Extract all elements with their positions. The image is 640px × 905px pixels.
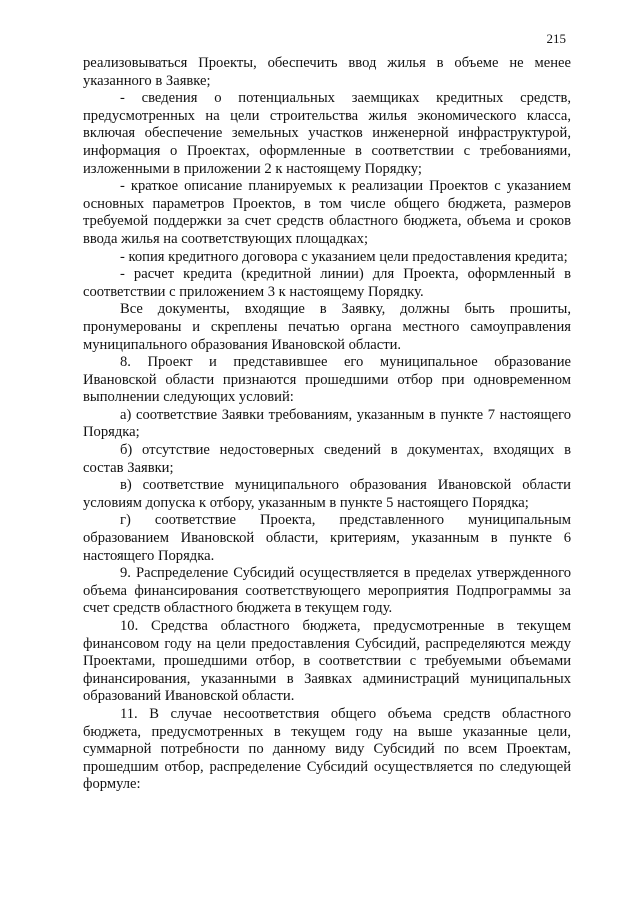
paragraph-continuation: реализовываться Проекты, обеспечить ввод жилья в объеме не менее указанного в Заявке;	[83, 55, 571, 89]
clause-8-item-a: а) соответствие Заявки требованиям, указанным в пункте 7 настоящего Порядка;	[83, 406, 571, 441]
clause-9: 9. Распределение Субсидий осуществляется в пределах утвержденного объема финансирования соответствующего мероприятия Подпрограммы за счет средств областного бюджета в текущем году.	[83, 565, 571, 617]
list-item-credit-agreement: - копия кредитного договора с указанием цели предоставления кредита;	[120, 248, 568, 265]
list-item-borrowers-info: - сведения о потенциальных заемщиках кредитных средств, предусмотренных на цели строительства жилья экономического класса, включая обеспечение земельных участков инженерной инфраструктурой, информация о Проектах, оформленные в соответствии с требованиями, изложенными в приложении 2 к настоящему Порядку;	[83, 90, 571, 177]
list-item-projects-description: - краткое описание планируемых к реализации Проектов с указанием основных параметров Проектов, в том числе общего бюджета, размеров требуемой поддержки за счет средств областного бюджета, объема и сроков ввода жилья на соответствующих площадках;	[83, 178, 571, 247]
document-body	[83, 55, 571, 794]
clause-8-item-g: г) соответствие Проекта, представленного муниципальным образованием Ивановской области, критериям, указанным в пункте 6 настоящего Порядка.	[83, 512, 571, 564]
clause-8-item-b: б) отсутствие недостоверных сведений в документах, входящих в состав Заявки;	[83, 442, 571, 476]
clause-8-item-v: в) соответствие муниципального образования Ивановской области условиям допуска к отбору, указанным в пункте 5 настоящего Порядка;	[83, 477, 571, 511]
clause-10: 10. Средства областного бюджета, предусмотренные в текущем финансовом году на цели предоставления Субсидий, распределяются между Проектами, прошедшими отбор, в соответствии с требуемыми объемами финансирования, указанными в Заявках администраций муниципальных образований Ивановской области.	[83, 618, 571, 705]
page-number: 215	[546, 31, 566, 46]
clause-8: 8. Проект и представившее его муниципальное образование Ивановской области признаются прошедшими отбор при одновременном выполнении следующих условий:	[83, 354, 571, 406]
clause-11: 11. В случае несоответствия общего объема средств областного бюджета, предусмотренных в текущем году на выше указанные цели, суммарной потребности по данному виду Субсидий по всем Проектам, прошедшим отбор, распределение Субсидий осуществляется по следующей формуле:	[83, 705, 571, 793]
list-item-credit-calculation: - расчет кредита (кредитной линии) для Проекта, оформленный в соответствии с приложением 3 к настоящему Порядку.	[83, 266, 571, 300]
paragraph-documents-binding: Все документы, входящие в Заявку, должны быть прошиты, пронумерованы и скреплены печатью органа местного самоуправления муниципального образования Ивановской области.	[83, 301, 571, 353]
